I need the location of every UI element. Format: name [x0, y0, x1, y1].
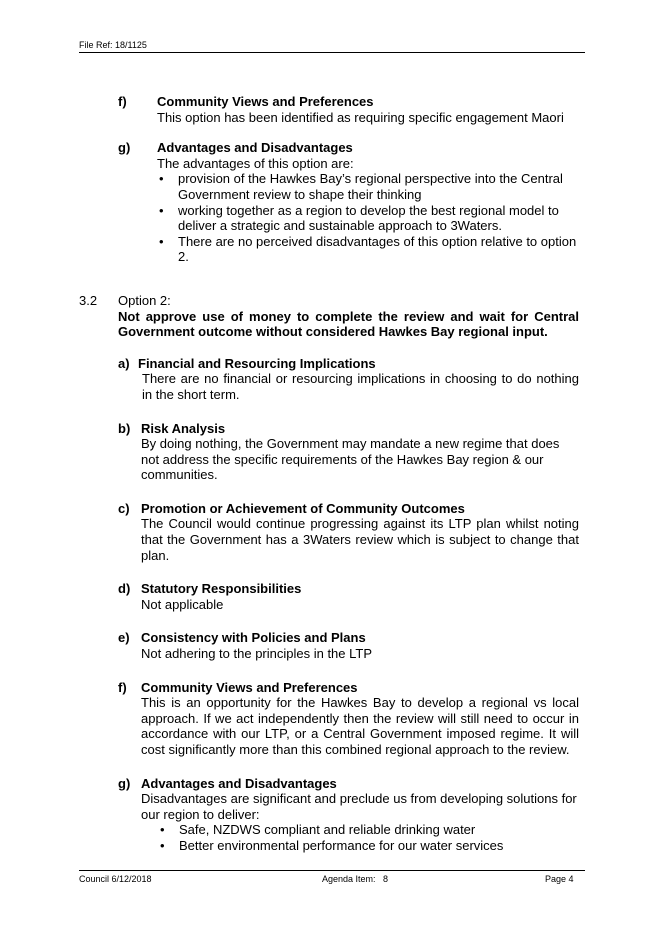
- list-item: • There are no perceived disadvantages of this option relative to option 2.: [157, 234, 579, 265]
- option2-item-g: [118, 776, 579, 854]
- section-label: Option 2:: [118, 292, 171, 308]
- option2-item-a: [118, 356, 579, 403]
- list-item: • working together as a region to develop the best regional model to deliver a strategic and sustainable approach to 3Waters.: [157, 203, 579, 234]
- advantages-list: [157, 171, 579, 265]
- item-text: The Council would continue progressing against its LTP plan whilst noting that the Government has a 3Waters review which is subject to change that plan.: [141, 516, 579, 563]
- item-text: Not adhering to the principles in the LTP: [141, 646, 373, 662]
- item-text: There are no financial or resourcing implications in choosing to do nothing in the short term.: [142, 371, 579, 402]
- option2-item-b: [118, 421, 579, 483]
- item-letter: c): [118, 500, 130, 516]
- footer-divider: [79, 870, 585, 871]
- option2-item-f: [118, 680, 579, 758]
- footer-page-number: Page 4: [545, 874, 574, 884]
- option1-item-f: [79, 94, 579, 125]
- item-intro: The advantages of this option are:: [157, 155, 354, 171]
- item-title: Community Views and Preferences: [157, 94, 374, 109]
- item-text: This option has been identified as requiring specific engagement Maori: [157, 109, 564, 125]
- item-title: Community Views and Preferences: [141, 679, 358, 695]
- item-text: By doing nothing, the Government may mandate a new regime that does not address the specific requirements of the Hawkes Bay region & our communities.: [141, 436, 560, 483]
- item-title: Risk Analysis: [141, 420, 226, 436]
- item-letter: a): [118, 355, 130, 371]
- file-reference: File Ref: 18/1125: [79, 40, 147, 50]
- item-title: Advantages and Disadvantages: [141, 775, 337, 791]
- list-item: • Better environmental performance for our water services: [158, 838, 579, 854]
- item-letter: g): [118, 140, 131, 156]
- list-item: • Safe, NZDWS compliant and reliable drinking water: [158, 822, 579, 838]
- footer-agenda-item: Agenda Item: 8: [322, 874, 389, 884]
- item-letter: b): [118, 420, 131, 436]
- page-content: [79, 94, 579, 854]
- section-3-2: [79, 293, 579, 340]
- section-number: 3.2: [79, 292, 98, 308]
- list-item: • provision of the Hawkes Bay’s regional perspective into the Central Government review to shape their thinking: [157, 171, 579, 202]
- item-title: Consistency with Policies and Plans: [141, 630, 366, 646]
- item-text: Not applicable: [141, 596, 224, 612]
- item-letter: g): [118, 775, 131, 791]
- item-letter: e): [118, 630, 130, 646]
- item-letter: f): [118, 94, 127, 109]
- item-title: Financial and Resourcing Implications: [138, 355, 376, 371]
- option1-item-g: [79, 140, 579, 265]
- item-title: Statutory Responsibilities: [141, 581, 302, 597]
- option2-item-e: [118, 630, 579, 661]
- section-heading: Not approve use of money to complete the review and wait for Central Government outcome without considered Hawkes Bay regional input.: [118, 308, 579, 340]
- header-divider: [79, 52, 585, 53]
- item-title: Promotion or Achievement of Community Outcomes: [141, 500, 465, 516]
- item-title: Advantages and Disadvantages: [157, 140, 353, 156]
- option2-item-c: [118, 501, 579, 563]
- item-text: Disadvantages are significant and preclude us from developing solutions for our region to deliver:: [141, 791, 577, 822]
- item-letter: f): [118, 679, 127, 695]
- item-letter: d): [118, 581, 131, 597]
- option2-item-d: [118, 581, 579, 612]
- footer-meeting-date: Council 6/12/2018: [79, 874, 152, 884]
- item-text: This is an opportunity for the Hawkes Bay to develop a regional vs local approach. If we act independently then the review will still need to occur in accordance with our LTP, or a Central Government imposed regime. It will cost significantly more than this combined regional approach to the review.: [141, 695, 579, 757]
- disadvantages-list: [158, 822, 579, 853]
